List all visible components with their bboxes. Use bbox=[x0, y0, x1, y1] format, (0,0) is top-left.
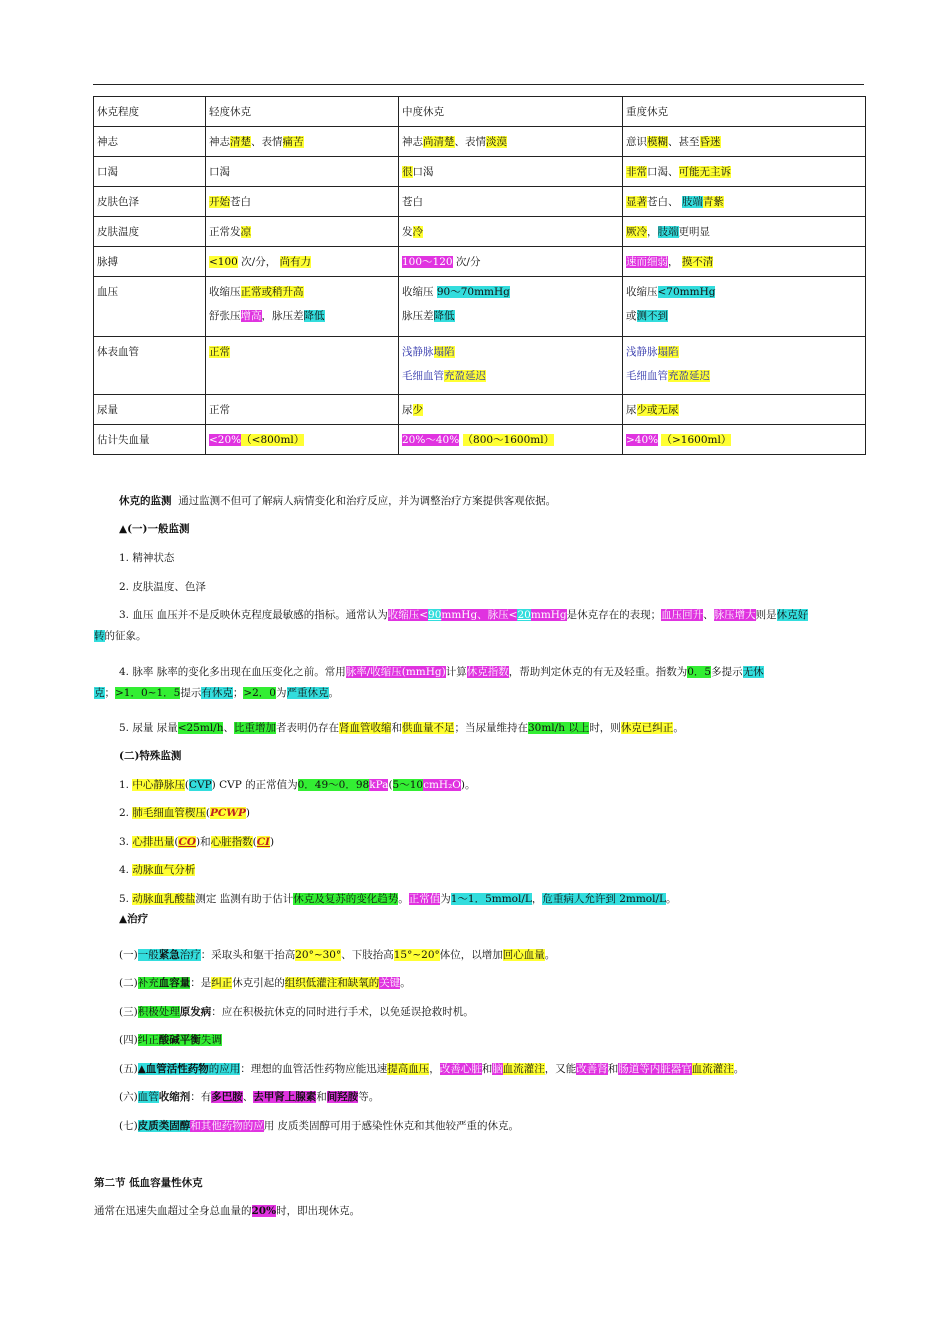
hl: 0．5 bbox=[687, 666, 712, 678]
table-row bbox=[94, 277, 866, 337]
text: 者表明仍存在 bbox=[275, 722, 339, 734]
hl: 20°~30° bbox=[295, 949, 342, 961]
text: 4. bbox=[119, 864, 133, 876]
hl: 回心血量 bbox=[502, 949, 545, 961]
text: ( bbox=[205, 807, 210, 819]
text: 90 bbox=[428, 609, 442, 621]
shock-severity-table bbox=[93, 96, 866, 455]
hl: 酸碱平衡 bbox=[158, 1034, 201, 1046]
text: 、 bbox=[703, 609, 714, 621]
text: ，又能 bbox=[544, 1063, 577, 1075]
hl: 15°~20° bbox=[393, 949, 440, 961]
text: ， bbox=[429, 1063, 440, 1075]
text: 和 bbox=[481, 1063, 493, 1075]
row-label: 尿量 bbox=[94, 395, 206, 425]
text: 5. bbox=[119, 893, 133, 905]
text: 测定 监测有助于估计 bbox=[195, 893, 294, 905]
text: )和 bbox=[195, 836, 211, 848]
table-cell: 收缩压 90～70mmHg 脉压差降低 bbox=[399, 277, 623, 337]
hl: 血压回升 bbox=[661, 609, 704, 621]
table-cell: 收缩压<70mmHg 或测不到 bbox=[623, 277, 866, 337]
text: ：是 bbox=[190, 977, 212, 989]
hl: cmH₂O bbox=[423, 779, 461, 791]
text: ：应在积极抗休克的同时进行手术，以免延误抢救时机。 bbox=[211, 1006, 474, 1018]
text: )。 bbox=[460, 779, 476, 791]
text: 。 bbox=[398, 893, 409, 905]
hl: 积极处理 bbox=[137, 1006, 180, 1018]
hl: 正常值 bbox=[408, 893, 441, 905]
hl: 血容量 bbox=[158, 977, 191, 989]
hl: 一般 bbox=[137, 949, 159, 961]
table-cell: 正常发凉 bbox=[206, 217, 399, 247]
text: 多提示 bbox=[711, 666, 743, 678]
general-item-5 bbox=[119, 719, 684, 738]
hl: 关键 bbox=[379, 977, 401, 989]
text: 、下肢抬高 bbox=[341, 949, 394, 961]
text: mmHg bbox=[530, 609, 567, 621]
table-row bbox=[94, 247, 866, 277]
text: 。 bbox=[673, 722, 684, 734]
hl: 组织低灌注和缺氧的 bbox=[284, 977, 380, 989]
table-cell: 正常 bbox=[206, 395, 399, 425]
hl: 脑 bbox=[492, 1063, 503, 1075]
hl: 肺毛细血管楔压 bbox=[132, 807, 206, 819]
hl: 比重增加 bbox=[233, 722, 276, 734]
text: 则是 bbox=[755, 609, 777, 621]
row-label: 体表血管 bbox=[94, 337, 206, 395]
table-cell: 开始苍白 bbox=[206, 187, 399, 217]
row-label: 神志 bbox=[94, 127, 206, 157]
text: ，帮助判定休克的有无及轻重。指数为 bbox=[508, 666, 688, 678]
text: 、 bbox=[223, 722, 234, 734]
table-cell: >40% （>1600ml） bbox=[623, 425, 866, 455]
table-header-cell: 轻度休克 bbox=[206, 97, 399, 127]
hl: 去甲肾上腺素 bbox=[253, 1091, 317, 1103]
text: ) bbox=[269, 836, 275, 848]
text: 。 bbox=[328, 687, 339, 699]
row-label: 脉搏 bbox=[94, 247, 206, 277]
treatment-item-1 bbox=[119, 946, 555, 965]
text: 4. 脉率 脉率的变化多出现在血压变化之前。常用 bbox=[119, 666, 346, 678]
section-body bbox=[94, 1202, 360, 1221]
treatment-item-7 bbox=[119, 1117, 519, 1136]
text: 20 bbox=[517, 609, 531, 621]
table-header-row bbox=[94, 97, 866, 127]
text: 用 皮质类固醇可用于感染性休克和其他较严重的休克。 bbox=[263, 1120, 520, 1132]
general-item-3-cont bbox=[94, 627, 147, 646]
hl: 休克已纠正 bbox=[620, 722, 674, 734]
hl: 脉率/收缩压(mmHg) bbox=[345, 666, 446, 678]
table-cell: 尿少 bbox=[399, 395, 623, 425]
text: ， bbox=[531, 893, 543, 905]
treatment-item-4 bbox=[119, 1031, 222, 1050]
hl: 肾血管收缩 bbox=[338, 722, 392, 734]
general-item-4 bbox=[119, 663, 764, 682]
text: ； bbox=[232, 687, 244, 699]
hl: 失调 bbox=[200, 1034, 222, 1046]
hl: 紧急 bbox=[158, 949, 180, 961]
text: 的征象。 bbox=[104, 630, 147, 642]
text: 和 bbox=[607, 1063, 619, 1075]
table-row bbox=[94, 217, 866, 247]
special-item-5 bbox=[119, 890, 676, 909]
text: 3. bbox=[119, 836, 133, 848]
table-cell: 尿少或无尿 bbox=[623, 395, 866, 425]
text: 。 bbox=[733, 1063, 745, 1075]
hl: 和其他药物的应 bbox=[190, 1120, 264, 1132]
treatment-item-3 bbox=[119, 1003, 474, 1022]
text: 原发病 bbox=[179, 1006, 212, 1018]
table-cell: 厥冷，肢端更明显 bbox=[623, 217, 866, 247]
table-cell: <100 次/分， 尚有力 bbox=[206, 247, 399, 277]
treatment-item-5 bbox=[119, 1060, 744, 1079]
text: (二) bbox=[119, 977, 138, 989]
text: mmHg、脉压< bbox=[441, 609, 518, 621]
text: 是休克存在的表现； bbox=[566, 609, 662, 621]
hl: 提高血压 bbox=[387, 1063, 430, 1075]
row-label: 估计失血量 bbox=[94, 425, 206, 455]
text: 3. 血压 血压并不是反映休克程度最敏感的指标。通常认为 bbox=[119, 609, 388, 621]
hl: 5～10 bbox=[392, 779, 424, 791]
table-row bbox=[94, 127, 866, 157]
text: ；当尿量维持在 bbox=[454, 722, 528, 734]
hl: 动脉血气分析 bbox=[132, 864, 196, 876]
text: (五) bbox=[119, 1063, 138, 1075]
table-header-cell: 重度休克 bbox=[623, 97, 866, 127]
hl: 供血量不足 bbox=[401, 722, 455, 734]
hl: 皮质类固醇 bbox=[137, 1120, 191, 1132]
monitor-title: 休克的监测 bbox=[119, 495, 172, 507]
text: 2. bbox=[119, 807, 133, 819]
text: 时，即出现休克。 bbox=[276, 1205, 361, 1217]
section-title: 第二节 低血容量性休克 bbox=[94, 1177, 203, 1189]
text: ：有 bbox=[190, 1091, 212, 1103]
hl: 20% bbox=[251, 1205, 277, 1217]
hl: 有休克 bbox=[201, 687, 233, 699]
hl: 间羟胺 bbox=[326, 1091, 359, 1103]
table-cell: 意识模糊、甚至昏迷 bbox=[623, 127, 866, 157]
text: 、 bbox=[242, 1091, 254, 1103]
text: 通常在迅速失血超过全身总血量的 bbox=[94, 1205, 252, 1217]
text: ( bbox=[174, 836, 179, 848]
hl: 0．49～0．98 bbox=[297, 779, 370, 791]
hl: 纠正 bbox=[211, 977, 233, 989]
hl: 动脉血乳酸盐 bbox=[132, 893, 196, 905]
hl: CVP bbox=[188, 779, 212, 791]
text: 。 bbox=[665, 893, 677, 905]
table-row bbox=[94, 395, 866, 425]
hl: 心脏指数 bbox=[210, 836, 253, 848]
text: 收缩压< bbox=[387, 609, 429, 621]
hl bbox=[388, 609, 567, 621]
text: 休克引起的 bbox=[232, 977, 285, 989]
table-row bbox=[94, 337, 866, 395]
row-label: 口渴 bbox=[94, 157, 206, 187]
hl: 血流灌注 bbox=[502, 1063, 545, 1075]
table-cell: 神志清楚、表情痛苦 bbox=[206, 127, 399, 157]
text: (六) bbox=[119, 1091, 138, 1103]
monitor-intro bbox=[119, 492, 556, 511]
hl: 肠道等内脏器官 bbox=[618, 1063, 692, 1075]
hl: PCWP bbox=[209, 807, 246, 819]
text: 等。 bbox=[358, 1091, 380, 1103]
special-item-2 bbox=[119, 804, 250, 823]
table-cell: 正常 bbox=[206, 337, 399, 395]
hl: <25ml/h bbox=[177, 722, 224, 734]
general-item-3 bbox=[119, 606, 808, 625]
table-cell: 浅静脉塌陷 毛细血管充盈延迟 bbox=[399, 337, 623, 395]
treatment-item-2 bbox=[119, 974, 411, 993]
hl: 纠正 bbox=[137, 1034, 159, 1046]
text: ：采取头和躯干抬高 bbox=[200, 949, 296, 961]
text: 5. 尿量 尿量 bbox=[119, 722, 178, 734]
hl: 30ml/h 以上 bbox=[527, 722, 590, 734]
hl: CI bbox=[256, 836, 270, 848]
table-cell: 100～120 次/分 bbox=[399, 247, 623, 277]
text: ( bbox=[252, 836, 257, 848]
hl: 的应用 bbox=[208, 1063, 241, 1075]
text: 和 bbox=[316, 1091, 327, 1103]
table-cell: 很口渴 bbox=[399, 157, 623, 187]
table-row bbox=[94, 157, 866, 187]
hl: 中心静脉压 bbox=[132, 779, 185, 791]
table-cell: 收缩压正常或稍升高 舒张压增高，脉压差降低 bbox=[206, 277, 399, 337]
text: 为 bbox=[276, 687, 287, 699]
text: (三) bbox=[119, 1006, 138, 1018]
hl: 休克指数 bbox=[466, 666, 509, 678]
text: ) CVP 的正常值为 bbox=[211, 779, 298, 791]
hl: >1．0~1．5 bbox=[115, 687, 181, 699]
hl: 脉压增大 bbox=[713, 609, 756, 621]
text: 。 bbox=[400, 977, 411, 989]
table-header-cell: 休克程度 bbox=[94, 97, 206, 127]
text: (一) bbox=[119, 949, 138, 961]
text: ； bbox=[104, 687, 115, 699]
hl: 1～1．5mmol/L bbox=[450, 893, 532, 905]
text: (七) bbox=[119, 1120, 138, 1132]
text: 时，则 bbox=[589, 722, 621, 734]
general-item-4-cont bbox=[94, 684, 339, 703]
row-label: 皮肤温度 bbox=[94, 217, 206, 247]
treatment-heading: ▲治疗 bbox=[119, 913, 149, 925]
text: 。 bbox=[544, 949, 556, 961]
special-item-3 bbox=[119, 833, 274, 852]
text: ( bbox=[184, 779, 189, 791]
hl: 危重病人允许到 2mmol/L bbox=[542, 893, 666, 905]
hl: 克 bbox=[94, 687, 105, 699]
hl: 改善肾 bbox=[576, 1063, 608, 1075]
text: 为 bbox=[440, 893, 451, 905]
table-cell: 速而细弱， 摸不清 bbox=[623, 247, 866, 277]
text: 和 bbox=[391, 722, 402, 734]
special-item-1 bbox=[119, 776, 476, 795]
hl: >2．0 bbox=[243, 687, 276, 699]
text: ( bbox=[388, 779, 393, 791]
hl: 转 bbox=[94, 630, 105, 642]
table-row bbox=[94, 187, 866, 217]
table-cell: 非常口渴、可能无主诉 bbox=[623, 157, 866, 187]
hl: 无休 bbox=[742, 666, 764, 678]
text: 计算 bbox=[445, 666, 467, 678]
table-header-cell: 中度休克 bbox=[399, 97, 623, 127]
hl: 治疗 bbox=[179, 949, 201, 961]
row-label: 血压 bbox=[94, 277, 206, 337]
hl: 休克好 bbox=[776, 609, 809, 621]
hl: 休克及复苏的变化趋势 bbox=[293, 893, 399, 905]
table-cell: 发冷 bbox=[399, 217, 623, 247]
hl: 补充 bbox=[137, 977, 159, 989]
text: (四) bbox=[119, 1034, 138, 1046]
table-cell: 口渴 bbox=[206, 157, 399, 187]
general-item-2: 2. 皮肤温度、色泽 bbox=[119, 581, 206, 593]
text: ) bbox=[245, 807, 251, 819]
text: 收缩剂 bbox=[158, 1091, 191, 1103]
hl: 多巴胺 bbox=[211, 1091, 243, 1103]
general-monitor-heading: ▲(一)一般监测 bbox=[119, 523, 190, 535]
general-item-1: 1. 精神状态 bbox=[119, 552, 175, 564]
treatment-item-6 bbox=[119, 1088, 379, 1107]
text: ：理想的血管活性药物应能迅速 bbox=[240, 1063, 388, 1075]
text: 体位，以增加 bbox=[439, 949, 503, 961]
hl: ▲血管活性药物 bbox=[137, 1063, 209, 1075]
row-label: 皮肤色泽 bbox=[94, 187, 206, 217]
hl: CO bbox=[178, 836, 196, 848]
hl: 改善心脏 bbox=[439, 1063, 482, 1075]
table-row bbox=[94, 425, 866, 455]
table-cell: 神志尚清楚、表情淡漠 bbox=[399, 127, 623, 157]
hl: 心排出量 bbox=[132, 836, 175, 848]
special-monitor-heading: (二)特殊监测 bbox=[119, 750, 182, 762]
top-rule bbox=[93, 84, 864, 85]
hl: 严重休克 bbox=[286, 687, 329, 699]
table-cell: 20%～40% （800～1600ml） bbox=[399, 425, 623, 455]
table-cell: 显著苍白、 肢端青紫 bbox=[623, 187, 866, 217]
table-cell: <20%（<800ml） bbox=[206, 425, 399, 455]
text: 提示 bbox=[180, 687, 202, 699]
table-cell: 浅静脉塌陷 毛细血管充盈延迟 bbox=[623, 337, 866, 395]
monitor-intro-text: 通过监测不但可了解病人病情变化和治疗反应，并为调整治疗方案提供客观依据。 bbox=[178, 495, 557, 507]
table-cell: 苍白 bbox=[399, 187, 623, 217]
hl: 血管 bbox=[137, 1091, 159, 1103]
special-item-4 bbox=[119, 861, 195, 880]
text: 1. bbox=[119, 779, 133, 791]
hl: 血流灌注 bbox=[691, 1063, 734, 1075]
hl: kPa bbox=[369, 779, 389, 791]
